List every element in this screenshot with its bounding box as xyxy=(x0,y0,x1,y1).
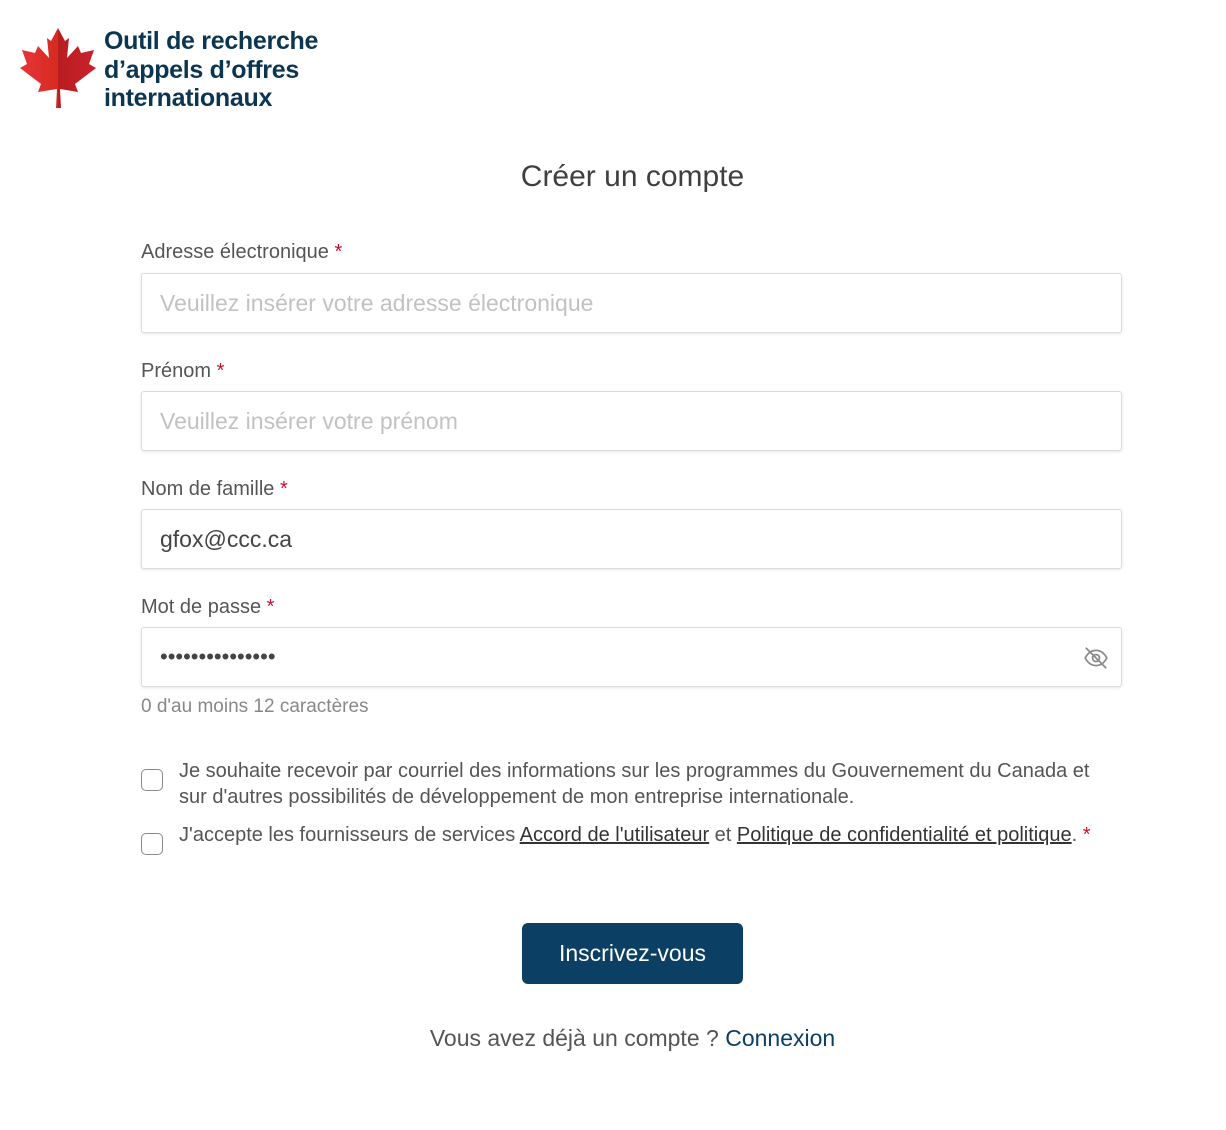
password-label xyxy=(141,596,274,619)
page-title: Créer un compte xyxy=(520,160,745,193)
email-field[interactable] xyxy=(142,274,1121,332)
required-marker: * xyxy=(1082,824,1091,846)
newsletter-text: Je souhaite recevoir par courriel des informations sur les programmes du Gouvernement du Canada et sur d'autres possibilités de développement de mon entreprise internationale. xyxy=(179,760,1090,808)
required-marker: * xyxy=(279,478,288,500)
login-link[interactable]: Connexion xyxy=(725,1025,836,1051)
last-name-field-box xyxy=(141,509,1122,569)
terms-middle: et xyxy=(709,824,737,846)
user-agreement-link[interactable]: Accord de l'utilisateur xyxy=(519,824,710,846)
maple-leaf-icon xyxy=(18,26,98,110)
login-prompt xyxy=(0,1025,1226,1052)
newsletter-row xyxy=(141,758,1121,810)
app-title xyxy=(104,27,334,113)
last-name-label-text: Nom de famille xyxy=(141,478,275,500)
first-name-label xyxy=(141,360,224,383)
terms-suffix: . xyxy=(1071,824,1083,846)
app-title-line-2: d’appels d’offres xyxy=(104,55,299,84)
terms-text xyxy=(179,822,1091,848)
first-name-field-box xyxy=(141,391,1122,451)
login-prompt-text: Vous avez déjà un compte ? xyxy=(429,1025,726,1051)
email-field-box xyxy=(141,273,1122,333)
terms-prefix: J'accepte les fournisseurs de services xyxy=(179,824,520,846)
sign-up-button[interactable]: Inscrivez-vous xyxy=(522,923,743,984)
app-title-line-1: Outil de recherche xyxy=(104,27,319,55)
privacy-policy-link[interactable]: Politique de confidentialité et politique xyxy=(736,824,1072,846)
newsletter-checkbox[interactable] xyxy=(141,769,163,791)
email-label-text: Adresse électronique xyxy=(141,241,329,263)
email-label xyxy=(141,241,342,264)
terms-row xyxy=(141,822,1121,855)
required-marker: * xyxy=(334,241,343,263)
password-field-box xyxy=(141,627,1122,687)
last-name-label xyxy=(141,478,288,501)
eye-slash-icon[interactable] xyxy=(1083,645,1109,671)
terms-checkbox[interactable] xyxy=(141,833,163,855)
last-name-field[interactable] xyxy=(142,510,1121,568)
password-label-text: Mot de passe xyxy=(141,596,262,618)
first-name-field[interactable] xyxy=(142,392,1121,450)
required-marker: * xyxy=(266,596,275,618)
required-marker: * xyxy=(216,360,225,382)
brand-header xyxy=(18,26,334,113)
app-title-line-3: internationaux xyxy=(104,84,273,112)
first-name-label-text: Prénom xyxy=(141,360,212,382)
password-hint: 0 d'au moins 12 caractères xyxy=(141,696,369,717)
password-field[interactable] xyxy=(142,628,1121,686)
